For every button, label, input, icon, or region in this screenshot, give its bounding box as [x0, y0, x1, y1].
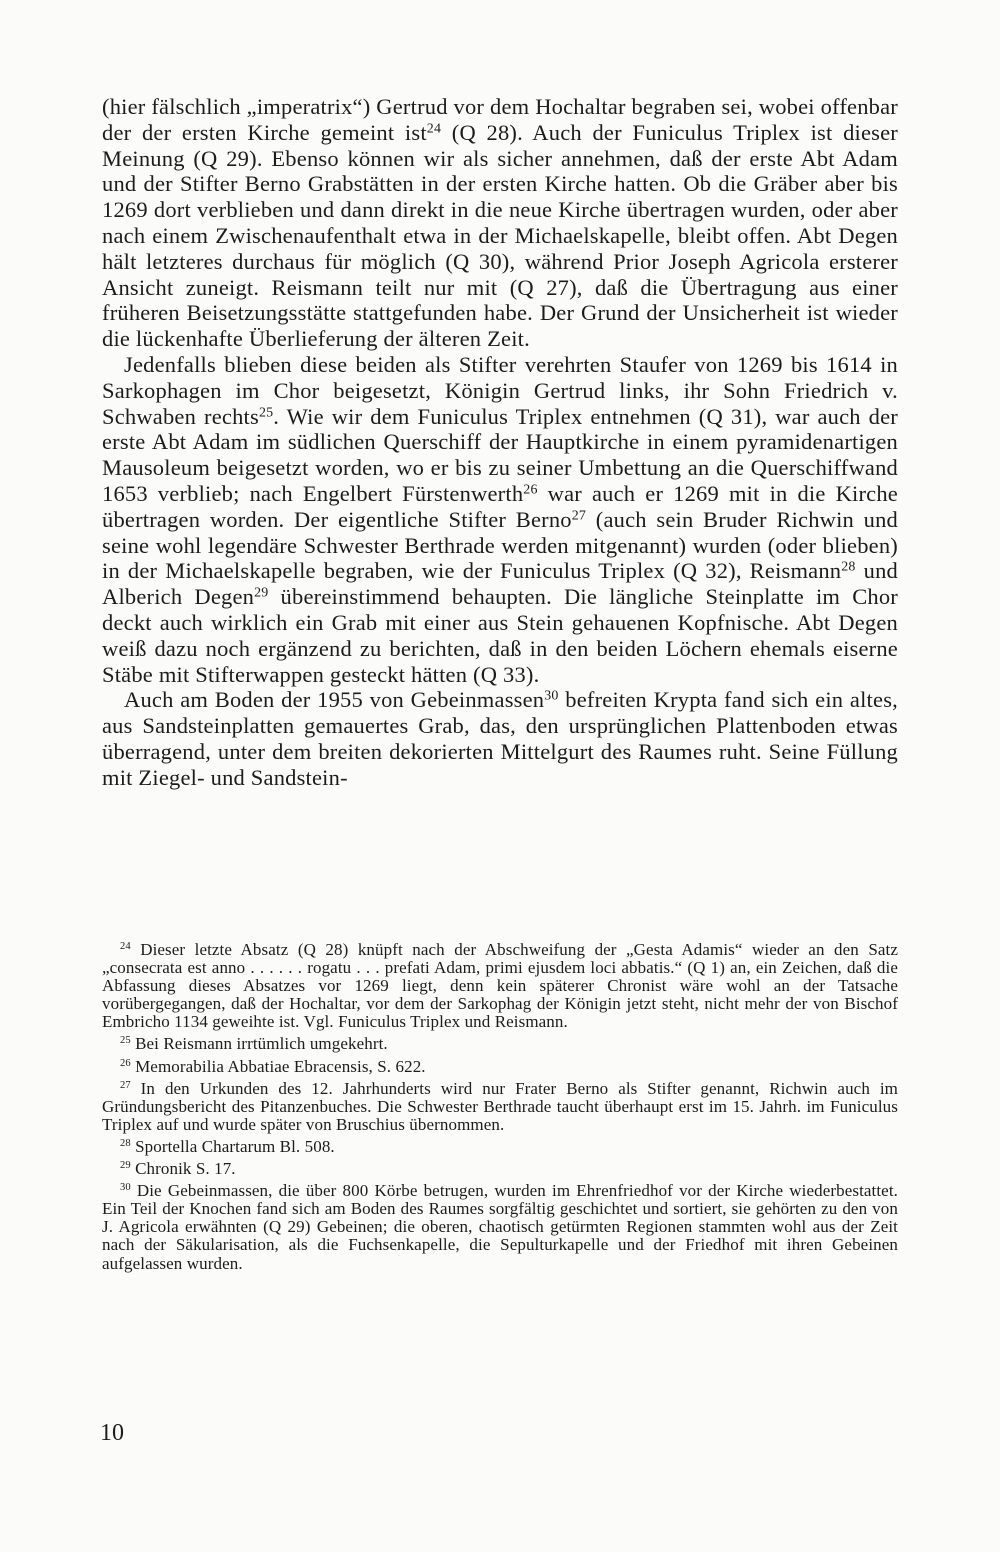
footnote-reference: 28 [841, 559, 856, 575]
footnote-text: Bei Reismann irrtümlich umgekehrt. [130, 1034, 388, 1054]
body-text-run: Auch am Boden der 1955 von Gebeinmassen [124, 687, 545, 713]
footnote [102, 1035, 898, 1053]
body-text-run: befreiten Krypta fand sich ein altes, aus Sandsteinplatten gemauertes Grab, das, den ursprünglichen Plattenboden etwas überragend, unter dem breiten dekorierten Mittelgurt des Raumes ruht. Seine Füllung mit Ziegel- und Sandstein- [102, 687, 898, 790]
footnote-text: Memorabilia Abbatiae Ebracensis, S. 622. [130, 1056, 426, 1076]
footnote-reference: 29 [254, 585, 269, 601]
footnote [102, 941, 898, 1031]
footnote [102, 1182, 898, 1272]
footnote [102, 1058, 898, 1076]
body-paragraph [102, 352, 898, 687]
footnote-text: Sportella Chartarum Bl. 508. [130, 1136, 335, 1156]
footnote-reference: 25 [258, 404, 274, 420]
footnote-text: Chronik S. 17. [130, 1159, 236, 1179]
body-text-run: war auch er 1269 mit in die Kirche übertragen worden. Der eigentliche Stifter Berno [102, 480, 898, 532]
footnote-text: Die Gebeinmassen, die über 800 Körbe betrugen, wurden im Ehrenfriedhof vor der Kirche wiederbestattet. Ein Teil der Knochen fand sich am Boden des Raumes sorgfältig geschichtet und sortiert, sie gehörten zu den von J. Agricola erwähnten (Q 29) Gebeinen; die oberen, chaotisch getürmten Regionen stammten wohl aus der Zeit nach der Säkularisation, als die Fuchsenkapelle, die Sepulturkapelle und der Friedhof mit ihren Gebeinen aufgelassen wurden. [102, 1181, 898, 1273]
footnotes [102, 941, 898, 1277]
footnote-number: 26 [120, 1057, 131, 1069]
body-text-run: (auch sein Bruder Richwin und seine wohl legendäre Schwester Berthrade werden mitgenannt) wurden (oder blieben) in der Michaelskapelle begraben, wie der Funiculus Triplex (Q 32), Reismann [102, 506, 898, 584]
footnote [102, 1080, 898, 1134]
footnote-text: In den Urkunden des 12. Jahrhunderts wird nur Frater Berno als Stifter genannt, Richwin auch im Gründungsbericht des Pitanzenbuches. Die Schwester Berthrade taucht überhaupt erst im 15. Jahrh. im Funiculus Triplex auf und wurde später von Bruschius übernommen. [102, 1078, 898, 1134]
footnote-number: 25 [120, 1035, 131, 1047]
footnote-number: 30 [120, 1182, 131, 1194]
body-text-run: und Alberich Degen [102, 558, 898, 610]
page-number: 10 [100, 1420, 124, 1446]
footnote-reference: 30 [544, 688, 559, 704]
footnote-number: 29 [120, 1160, 131, 1172]
body-text-run: Jedenfalls blieben diese beiden als Stifter verehrten Staufer von 1269 bis 1614 in Sarkophagen im Chor beigesetzt, Königin Gertrud links, ihr Sohn Friedrich v. Schwaben rechts [102, 351, 898, 429]
footnote-number: 24 [120, 941, 131, 953]
body-text-run: . Wie wir dem Funiculus Triplex entnehmen (Q 31), war auch der erste Abt Adam im südlichen Querschiff der Hauptkirche in einem pyramidenartigen Mausoleum beigesetzt worden, wo er bis zu seiner Umbettung an die Querschiffwand 1653 verblieb; nach Engelbert Fürstenwerth [102, 403, 898, 506]
footnote [102, 1160, 898, 1178]
footnote-reference: 27 [571, 508, 587, 524]
body-text [102, 94, 898, 791]
body-text-run: (Q 28). Auch der Funiculus Triplex ist dieser Meinung (Q 29). Ebenso können wir als sicher annehmen, daß der erste Abt Adam und der Stifter Berno Grabstätten in der ersten Kirche hatten. Ob die Gräber aber bis 1269 dort verblieben und dann direkt in die neue Kirche übertragen wurden, oder aber nach einem Zwischenaufenthalt etwa in der Michaelskapelle, bleibt offen. Abt Degen hält letzteres durchaus für möglich (Q 30), während Prior Joseph Agricola ersterer Ansicht zuneigt. Reismann teilt nur mit (Q 27), daß die Übertragung aus einer früheren Beisetzungsstätte stattgefunden habe. Der Grund der Unsicherheit ist wieder die lückenhafte Überlieferung der älteren Zeit. [102, 119, 898, 352]
footnote-text: Dieser letzte Absatz (Q 28) knüpft nach der Abschweifung der „Gesta Adamis“ wieder an den Satz „consecrata est anno . . . . . . rogatu . . . prefati Adam, primi ejusdem loci abbatis.“ (Q 1) an, ein Zeichen, daß die Abfassung dieses Absatzes vor 1269 liegt, denn kein späterer Chronist wäre wohl an der Tatsache vorübergegangen, daß der Hochaltar, vor dem der Sarkophag der Königin jetzt steht, nicht mehr der von Bischof Embricho 1134 geweihte ist. Vgl. Funiculus Triplex und Reismann. [102, 940, 898, 1032]
footnote-number: 28 [120, 1138, 131, 1150]
footnote [102, 1138, 898, 1156]
body-text-run: übereinstimmend behaupten. Die längliche Steinplatte im Chor deckt auch wirklich ein Grab mit einer aus Stein gehauenen Kopfnische. Abt Degen weiß dazu noch ergänzend zu berichten, daß in den beiden Löchern ehemals eiserne Stäbe mit Stifterwappen gesteckt hätten (Q 33). [102, 584, 898, 687]
body-paragraph [102, 94, 898, 352]
footnote-reference: 26 [523, 482, 538, 498]
body-paragraph [102, 687, 898, 790]
body-text-run: (hier fälschlich „imperatrix“) Gertrud vor dem Hochaltar begraben sei, wobei offenbar der der ersten Kirche gemeint ist [102, 94, 898, 145]
footnote-reference: 24 [426, 121, 442, 137]
footnote-number: 27 [120, 1079, 131, 1091]
